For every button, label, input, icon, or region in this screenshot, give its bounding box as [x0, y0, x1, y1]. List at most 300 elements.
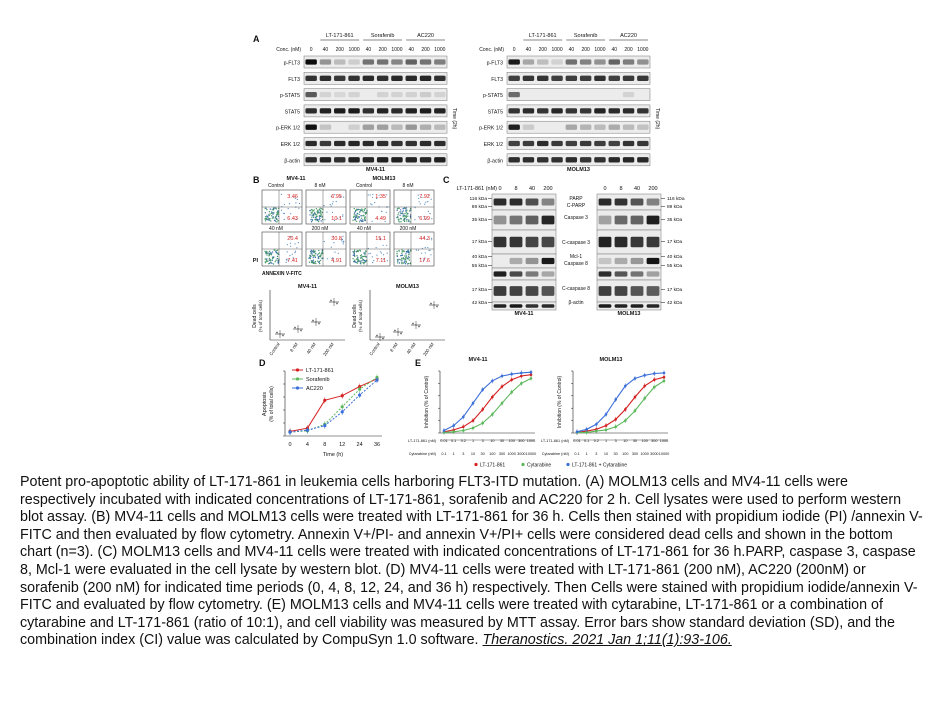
flow-event	[357, 260, 358, 261]
blot-band	[599, 237, 612, 248]
flow-event	[407, 216, 408, 217]
flow-event	[371, 204, 372, 205]
panel-c-blot	[492, 254, 556, 268]
flow-event	[289, 203, 290, 204]
flow-event	[404, 255, 405, 256]
flow-event	[324, 241, 325, 242]
deadcell-xtick: 40 nM	[405, 341, 417, 355]
flow-plot	[350, 190, 390, 224]
panel-a-conc-tick: 200	[624, 47, 633, 53]
panel-c-blot	[597, 302, 661, 310]
flow-event	[342, 236, 343, 237]
panel-e-row1-value: 30	[632, 439, 638, 443]
panel-e-point	[481, 388, 484, 391]
flow-event	[296, 247, 297, 248]
flow-event	[399, 215, 400, 216]
flow-event	[314, 219, 315, 220]
deadcell-xtick: 8 nM	[388, 341, 399, 353]
panel-e-point	[605, 413, 608, 416]
panel-e-point	[481, 422, 484, 425]
flow-event	[342, 216, 343, 217]
blot-band	[623, 76, 634, 81]
flow-event	[396, 251, 397, 252]
flow-event	[383, 254, 384, 255]
flow-event	[269, 262, 270, 263]
blot-band	[623, 141, 634, 146]
flow-event	[356, 255, 357, 256]
flow-event	[354, 260, 355, 261]
panel-d-ylabel: Apoptosis	[262, 391, 268, 417]
panel-e-point	[595, 430, 598, 433]
flow-event	[362, 210, 363, 211]
flow-event	[357, 213, 358, 214]
blot-band	[494, 237, 507, 248]
flow-event	[396, 210, 397, 211]
flow-event	[271, 211, 272, 212]
flow-event	[320, 210, 321, 211]
blot-band	[566, 59, 577, 64]
deadcell-xtick: Control	[268, 341, 281, 357]
flow-event	[273, 208, 274, 209]
blot-band	[631, 198, 644, 205]
panel-e-point	[614, 426, 617, 429]
panel-c-protein-label: C-caspase 8	[561, 286, 591, 292]
panel-e-point	[462, 426, 465, 429]
panel-e-point	[634, 396, 637, 399]
flow-event	[354, 212, 355, 213]
flow-event	[406, 262, 407, 263]
blot-band	[647, 304, 660, 308]
panel-e-row2-value: 30	[480, 452, 485, 456]
panel-a-row-label: p-STAT5	[280, 93, 300, 100]
panel-e-point	[462, 429, 465, 432]
flow-event	[270, 260, 271, 261]
blot-band	[305, 157, 316, 162]
panel-b-condition-label: 200 nM	[399, 226, 417, 232]
flow-event	[428, 250, 429, 251]
flow-event	[290, 243, 291, 244]
panel-b-annexin-label: ANNEXIN V-FITC	[262, 271, 302, 277]
flow-event	[420, 203, 421, 204]
flow-event	[403, 250, 404, 251]
flow-event	[425, 247, 426, 248]
deadcell-point	[315, 321, 317, 323]
blot-band	[406, 157, 417, 162]
flow-event	[408, 254, 409, 255]
panel-e-row2-value: 10	[603, 452, 609, 456]
panel-d-xlabel: Time (h)	[322, 452, 344, 458]
flow-event	[403, 210, 404, 211]
panel-e-point	[520, 372, 523, 375]
flow-event	[319, 216, 320, 217]
flow-event	[315, 214, 316, 215]
flow-event	[308, 258, 309, 259]
flow-event	[425, 202, 426, 203]
panel-d-xtick: 4	[305, 442, 309, 448]
flow-event	[311, 212, 312, 213]
flow-event	[365, 208, 366, 209]
flow-event	[290, 246, 291, 247]
blot-band	[566, 125, 577, 130]
flow-event	[320, 260, 321, 261]
flow-event	[316, 214, 317, 215]
flow-event	[343, 241, 344, 242]
flow-event	[269, 258, 270, 259]
flow-event	[313, 217, 314, 218]
blot-band	[348, 92, 359, 97]
blot-band	[420, 76, 431, 81]
flow-event	[320, 254, 321, 255]
panel-d-xtick: 8	[323, 442, 327, 448]
blot-band	[526, 271, 539, 276]
panel-e-row1-value: 1	[471, 439, 475, 443]
flow-event	[376, 255, 377, 256]
panel-c-conc-tick: 8	[514, 186, 518, 192]
panel-d-legend-label: LT-171-861	[306, 368, 334, 374]
blot-band	[406, 92, 417, 97]
panel-e-point	[501, 402, 504, 405]
panel-a-group-label: Sorafenib	[370, 33, 395, 39]
flow-event	[313, 210, 314, 211]
flow-event	[266, 259, 267, 260]
deadcell-point	[376, 335, 378, 337]
panel-e-point	[624, 419, 627, 422]
flow-event	[298, 242, 299, 243]
blot-band	[523, 157, 534, 162]
flow-event	[360, 220, 361, 221]
blot-band	[305, 59, 316, 64]
blot-band	[594, 141, 605, 146]
panel-a-blot	[304, 121, 447, 133]
flow-event	[275, 261, 276, 262]
deadcell-point	[379, 336, 381, 338]
panel-a-conc-tick: 1000	[594, 47, 606, 53]
blot-band	[623, 92, 634, 97]
deadcell-point	[397, 331, 399, 333]
panel-e-point	[510, 373, 513, 376]
panel-a-blot	[507, 154, 650, 166]
flow-event	[266, 253, 267, 254]
flow-event	[271, 263, 272, 264]
blot-band	[494, 198, 507, 205]
panel-d-point	[323, 399, 326, 402]
blot-band	[594, 76, 605, 81]
panel-c-protein-label: PARP	[569, 196, 583, 202]
panel-c-kda-right: 17 kDa	[667, 288, 683, 293]
deadcell-point	[294, 327, 296, 329]
flow-event	[272, 260, 273, 261]
blot-band	[523, 125, 534, 130]
caption-citation[interactable]: Theranostics. 2021 Jan 1;11(1):93-106.	[482, 632, 732, 649]
deadcell-title: MOLM13	[396, 284, 419, 290]
flow-event	[321, 208, 322, 209]
panel-e-point	[491, 413, 494, 416]
flow-event	[311, 213, 312, 214]
blot-band	[305, 141, 316, 146]
deadcell-point	[418, 326, 420, 328]
blot-band	[537, 108, 548, 113]
flow-event	[353, 217, 354, 218]
blot-band	[542, 198, 555, 205]
flow-event	[430, 254, 431, 255]
flow-event	[408, 219, 409, 220]
panel-c-blot	[597, 210, 661, 230]
flow-event	[431, 199, 432, 200]
panel-d-xtick: 36	[373, 442, 381, 448]
flow-plot	[394, 190, 434, 224]
panel-e-point	[634, 377, 637, 380]
flow-event	[265, 252, 266, 253]
blot-band	[623, 125, 634, 130]
blot-band	[526, 304, 539, 308]
panel-b-cell-mv4: MV4-11	[286, 176, 306, 182]
panel-d-xtick: 12	[339, 442, 346, 448]
flow-event	[281, 194, 282, 195]
panel-e-series-curve	[577, 381, 664, 433]
flow-event	[277, 252, 278, 253]
flow-event	[387, 260, 388, 261]
blot-band	[523, 108, 534, 113]
blot-band	[363, 76, 374, 81]
flow-event	[269, 213, 270, 214]
flow-quadrant-early: 4.49	[375, 216, 386, 222]
blot-band	[599, 216, 612, 225]
panel-e-row2-value: 100	[622, 452, 629, 456]
flow-plot	[394, 232, 434, 266]
panel-e-series-curve	[444, 378, 531, 432]
blot-band	[542, 304, 555, 308]
flow-event	[364, 220, 365, 221]
flow-event	[311, 261, 312, 262]
deadcell-point	[336, 303, 338, 305]
flow-event	[317, 260, 318, 261]
blot-band	[494, 216, 507, 225]
flow-plot	[262, 190, 302, 224]
panel-e-row2-value: 100	[489, 452, 496, 456]
blot-band	[623, 59, 634, 64]
blot-band	[623, 157, 634, 162]
panel-b-cell-molm: MOLM13	[372, 176, 396, 182]
flow-event	[313, 215, 314, 216]
flow-quadrant-early: 4.91	[331, 258, 342, 264]
blot-band	[508, 157, 519, 162]
flow-event	[355, 218, 356, 219]
panel-e-row1-value: 100	[641, 439, 648, 443]
flow-event	[357, 251, 358, 252]
panel-a-row-label: ERK 1/2	[280, 142, 300, 148]
panel-d-xtick: 0	[288, 442, 292, 448]
flow-event	[314, 250, 315, 251]
figure-caption	[20, 474, 925, 650]
blot-band	[494, 286, 507, 296]
flow-event	[327, 258, 328, 259]
flow-event	[354, 253, 355, 254]
blot-band	[334, 76, 345, 81]
blot-band	[594, 157, 605, 162]
panel-a-group-label: LT-171-861	[325, 33, 354, 39]
flow-event	[399, 221, 400, 222]
panel-e-row2-value: 30	[613, 452, 618, 456]
deadcell-point	[430, 303, 432, 305]
flow-event	[290, 213, 291, 214]
flow-event	[310, 255, 311, 256]
blot-band	[406, 76, 417, 81]
panel-b-letter: B	[253, 175, 260, 185]
flow-event	[317, 254, 318, 255]
panel-c-kda-right: 42 kDa	[667, 301, 683, 306]
panel-e-row1-value: 0.2	[593, 439, 599, 443]
blot-band	[510, 258, 523, 264]
deadcell-xtick: 200 nM	[322, 341, 335, 357]
blot-band	[637, 59, 648, 64]
blot-band	[406, 125, 417, 130]
flow-event	[312, 219, 313, 220]
flow-event	[372, 197, 373, 198]
flow-event	[362, 221, 363, 222]
flow-event	[354, 256, 355, 257]
panel-e-row2-value: 10000	[658, 452, 670, 456]
flow-event	[292, 254, 293, 255]
flow-event	[352, 251, 353, 252]
panel-e-legend-label: LT-171-861	[480, 462, 506, 469]
panel-d-point	[375, 379, 378, 382]
panel-e-point	[624, 385, 627, 388]
flow-event	[354, 216, 355, 217]
flow-event	[265, 212, 266, 213]
blot-band	[615, 258, 628, 264]
flow-event	[316, 208, 317, 209]
flow-event	[356, 221, 357, 222]
flow-event	[267, 261, 268, 262]
flow-event	[355, 210, 356, 211]
panel-a-conc-tick: 0	[512, 47, 516, 53]
flow-event	[295, 202, 296, 203]
blot-band	[615, 286, 628, 296]
blot-band	[377, 76, 388, 81]
deadcell-ylabel: Dead cells	[352, 304, 358, 328]
flow-event	[265, 219, 266, 220]
blot-band	[406, 108, 417, 113]
flow-event	[401, 262, 402, 263]
flow-event	[362, 260, 363, 261]
flow-event	[355, 215, 356, 216]
panel-c-protein-label: Caspase 8	[564, 261, 588, 267]
flow-event	[275, 260, 276, 261]
flow-event	[317, 219, 318, 220]
blot-band	[526, 216, 539, 225]
flow-event	[400, 259, 401, 260]
panel-e-point	[624, 408, 627, 411]
flow-event	[383, 245, 384, 246]
flow-event	[361, 260, 362, 261]
blot-band	[580, 59, 591, 64]
panel-c-blot	[597, 280, 661, 302]
flow-event	[319, 212, 320, 213]
flow-quadrant-early: 6.43	[287, 216, 298, 222]
panel-c-kda-left: 55 kDa	[471, 264, 487, 269]
flow-event	[404, 221, 405, 222]
panel-a-conc-tick: 200	[421, 47, 430, 53]
panel-e-point	[452, 424, 455, 427]
flow-event	[311, 217, 312, 218]
panel-c-blot	[492, 194, 556, 210]
panel-a-conc-tick: 200	[538, 47, 547, 53]
flow-event	[318, 253, 319, 254]
flow-quadrant-early: 10.1	[331, 216, 342, 222]
blot-band	[377, 92, 388, 97]
blot-band	[348, 125, 359, 130]
panel-e-point	[634, 409, 637, 412]
panel-e-point	[510, 378, 513, 381]
flow-event	[313, 257, 314, 258]
panel-e-point	[653, 372, 656, 375]
blot-band	[434, 157, 445, 162]
blot-band	[609, 108, 620, 113]
flow-event	[311, 250, 312, 251]
blot-band	[377, 59, 388, 64]
blot-band	[542, 286, 555, 296]
flow-event	[401, 255, 402, 256]
flow-event	[424, 204, 425, 205]
flow-event	[338, 253, 339, 254]
flow-event	[358, 261, 359, 262]
flow-event	[368, 194, 369, 195]
panel-a-conc-tick: 1000	[391, 47, 403, 53]
blot-band	[526, 237, 539, 248]
blot-band	[363, 59, 374, 64]
panel-e-point	[653, 378, 656, 381]
blot-band	[434, 59, 445, 64]
flow-event	[265, 220, 266, 221]
flow-event	[359, 214, 360, 215]
flow-event	[269, 260, 270, 261]
flow-event	[324, 205, 325, 206]
blot-band	[348, 141, 359, 146]
flow-event	[408, 258, 409, 259]
flow-event	[427, 201, 428, 202]
flow-event	[276, 218, 277, 219]
flow-quadrant-late: 20.4	[287, 236, 298, 242]
panel-e-point	[472, 427, 475, 430]
panel-e-point	[576, 431, 579, 434]
panel-d-xtick: 24	[356, 442, 363, 448]
blot-band	[510, 198, 523, 205]
flow-event	[401, 213, 402, 214]
blot-band	[609, 76, 620, 81]
panel-d-legend-marker	[296, 377, 299, 380]
panel-a-blot	[304, 56, 447, 68]
panel-e-ylabel: Inhibition (% of Control)	[424, 375, 430, 429]
blot-band	[363, 141, 374, 146]
panel-e-title: MOLM13	[599, 357, 623, 363]
panel-d-legend-marker	[296, 368, 299, 371]
blot-band	[523, 141, 534, 146]
blot-band	[580, 157, 591, 162]
panel-b-condition-label: Control	[267, 183, 285, 189]
blot-band	[348, 59, 359, 64]
flow-event	[365, 251, 366, 252]
flow-event	[310, 258, 311, 259]
flow-event	[311, 252, 312, 253]
flow-event	[277, 250, 278, 251]
flow-event	[309, 262, 310, 263]
blot-band	[434, 108, 445, 113]
flow-event	[272, 217, 273, 218]
flow-event	[370, 203, 371, 204]
flow-event	[364, 210, 365, 211]
flow-event	[357, 218, 358, 219]
blot-band	[599, 304, 612, 308]
